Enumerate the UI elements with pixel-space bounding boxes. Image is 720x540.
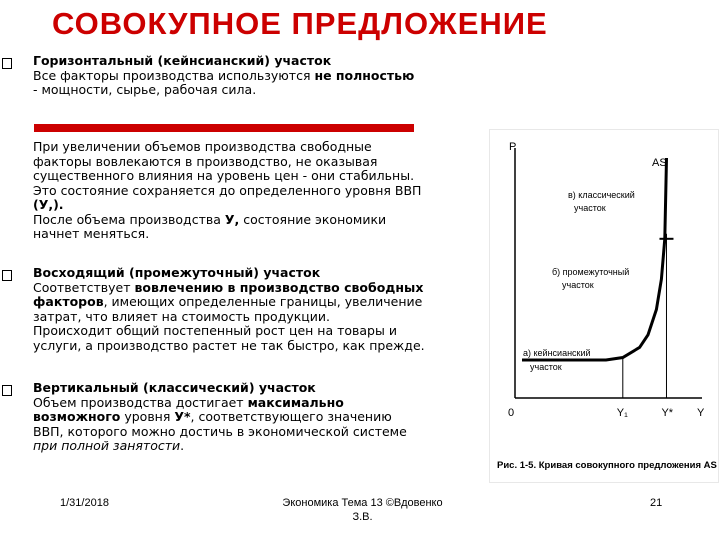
section-intermediate [33,266,425,353]
s1-para-bold: (У,). [33,197,64,212]
s2-line3: затрат, что влияет на стоимость продукции. [33,308,331,324]
bullet-3 [2,385,12,396]
red-divider [34,124,414,132]
s2-line1-bold: вовлечению в производство свободных [134,279,424,295]
footer-center-line2: З.В. [352,511,373,523]
tick-label-ystar: Y* [661,407,674,419]
footer-page-number: 21 [650,497,663,509]
origin-label: 0 [508,407,515,419]
s3-line2-bold2: У* [174,409,191,424]
section-classical [33,381,407,454]
s2-line4: Происходит общий постепенный рост цен на товары и [33,323,397,338]
section-keynesian-para [33,140,421,242]
s1-para-2: существенного влияния на уровень цен - они стабильны. [33,168,415,183]
s1-para-0: При увеличении объемов производства свободные [33,139,372,154]
section-3-heading: Вертикальный (классический) участок [33,380,316,395]
s2-line2-bold: факторов [33,294,104,309]
s1-para-3: Это состояние сохраняется до определенного уровня ВВП [33,182,422,198]
tick-label-y1: Y₁ [616,407,628,419]
s3-line4-italic: при полной занятости [33,438,181,453]
bullet-1 [2,58,12,69]
curve-label-as: AS [652,157,667,169]
segment-a-label-1: а) кейнсианский [523,348,591,358]
s1-after-start: После объема производства [33,211,225,227]
y-axis-label: P [509,141,517,153]
page-title: СОВОКУПНОЕ ПРЕДЛОЖЕНИЕ [52,6,548,41]
segment-b-label-1: б) промежуточный [552,267,630,277]
s3-line3: ВВП, которого можно достичь в экономической системе [33,423,407,439]
footer-center [255,496,470,524]
s1-after-bold: У, [224,211,240,227]
section-1-heading: Горизонтальный (кейнсианский) участок [33,53,332,68]
s1-line2-bold: не полностью [314,67,415,83]
x-axis-label: Y [697,407,705,419]
segment-b-label-2: участок [562,280,594,290]
footer-center-line1: Экономика Тема 13 ©Вдовенко [282,497,443,509]
footer-date: 1/31/2018 [60,497,109,509]
as-chart-svg [490,130,718,482]
s1-line2-start: Все факторы производства используются [33,67,315,83]
bullet-2 [2,270,12,281]
segment-c-label-2: участок [574,203,606,213]
as-curve-chart [490,130,718,482]
s3-line4-end: . [180,438,185,453]
s3-line2-bold: возможного [33,409,121,424]
segment-c-label-1: в) классический [568,190,635,200]
s2-line1-start: Соответствует [33,279,135,295]
s1-line3: - мощности, сырье, рабочая сила. [33,82,257,97]
s2-line5: услуги, а производство растет не так быстро, как прежде. [33,337,425,353]
section-keynesian [33,54,414,98]
s3-line2-end: , соответствующего значению [190,409,392,424]
segment-a-label-2: участок [530,362,562,372]
section-2-heading: Восходящий (промежуточный) участок [33,265,321,280]
s3-line1-start: Объем производства достигает [33,394,248,410]
s1-para-1: факторы вовлекаются в производство, не оказывая [33,153,378,169]
s1-after-line2: начнет меняться. [33,226,150,241]
s3-line2-mid: уровня [120,409,175,424]
s1-after-end: состояние экономики [239,211,387,227]
s3-line1-bold: максимально [247,394,344,410]
chart-caption: Рис. 1-5. Кривая совокупного предложения AS [497,460,717,471]
as-curve [522,158,667,360]
s2-line2-end: , имеющих определенные границы, увеличение [103,294,423,309]
